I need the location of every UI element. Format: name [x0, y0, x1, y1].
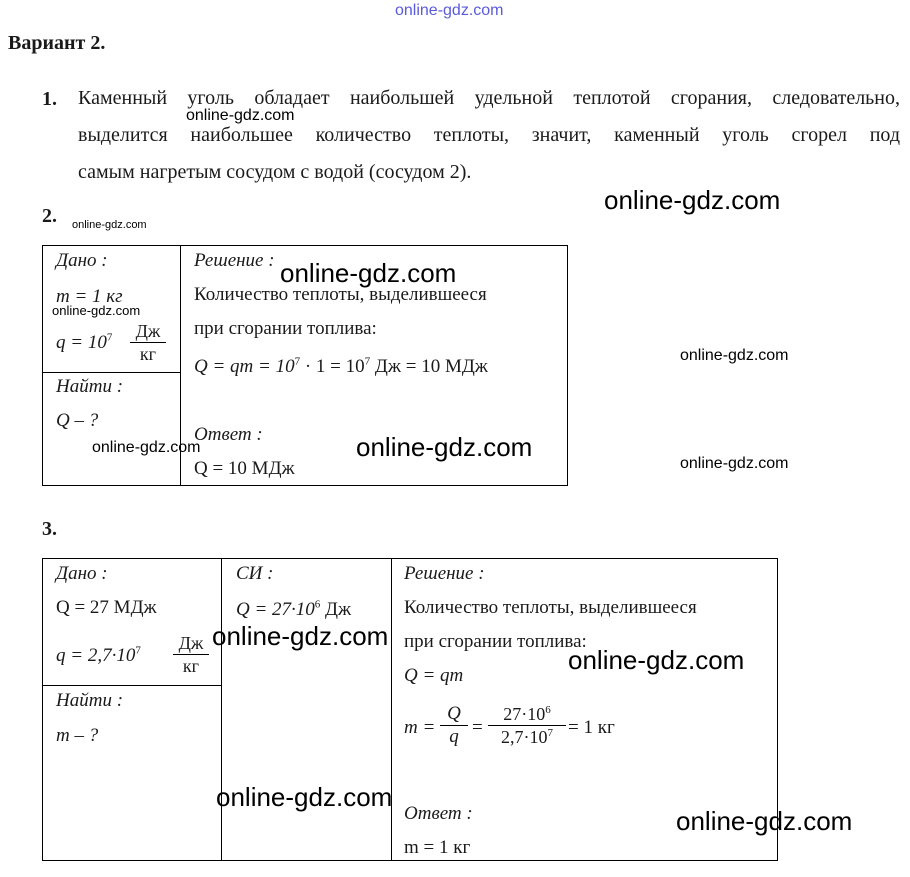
task3-solution-label: Решение : — [404, 563, 485, 584]
watermark: online-gdz.com — [92, 439, 201, 456]
watermark: online-gdz.com — [186, 107, 295, 124]
page-title: Вариант 2. — [8, 32, 106, 54]
task2-find: Q – ? — [56, 410, 99, 431]
watermark: online-gdz.com — [604, 185, 781, 215]
task3-si-value: $Q = 27\cdot 10^6$ Дж — [236, 598, 352, 620]
task2-given-q: $q = 10^7$ — [56, 331, 113, 353]
task2-number: 2. — [42, 205, 57, 227]
task3-answer-label: Ответ : — [404, 803, 473, 824]
task2-solution-line1: Количество теплоты, выделившееся — [194, 284, 487, 305]
watermark: online-gdz.com — [72, 219, 147, 231]
task3-solution-line2: при сгорании топлива: — [404, 631, 587, 652]
task3-si-label: СИ : — [236, 563, 274, 584]
task1-number: 1. — [42, 88, 57, 110]
task3-solution-line1: Количество теплоты, выделившееся — [404, 597, 697, 618]
task3-find: m – ? — [56, 725, 99, 746]
task3-fraction-Qq: Q q — [440, 703, 468, 748]
watermark: online-gdz.com — [676, 806, 853, 836]
task3-given-q: $q = 2,7\cdot 10^7$ — [56, 644, 141, 666]
watermark: online-gdz.com — [568, 645, 745, 675]
watermark: online-gdz.com — [216, 782, 393, 812]
task1-line1: Каменный уголь обладает наибольшей удельной теплотой сгорания, следовательно, — [78, 87, 900, 109]
task2-solution-line2: при сгорании топлива: — [194, 318, 377, 339]
task2-answer: Q = 10 МДж — [194, 458, 295, 479]
task3-find-label: Найти : — [56, 690, 124, 711]
watermark-top: online-gdz.com — [395, 2, 504, 19]
task2-formula: Q = qm = $10^7 \cdot 1 = 10^7$ Дж = 10 МДж — [194, 355, 488, 377]
watermark: online-gdz.com — [280, 258, 457, 288]
task3-result: = 1 кг — [568, 717, 615, 738]
task2-given-m: m = 1 кг — [56, 286, 123, 307]
task3-m-eq: m = — [404, 717, 436, 738]
watermark: online-gdz.com — [52, 303, 141, 318]
task3-answer: m = 1 кг — [404, 837, 471, 858]
watermark: online-gdz.com — [680, 455, 789, 472]
task3-unit-fraction: Дж кг — [173, 632, 209, 677]
task2-given-label: Дано : — [56, 250, 108, 271]
task3-formula1: Q = qm — [404, 665, 464, 686]
task1-line3: самым нагретым сосудом с водой (сосудом 2). — [78, 161, 472, 183]
task3-number: 3. — [42, 518, 57, 540]
task3-fraction-values: $27\cdot 10^6$ $2,7\cdot 10^7$ — [488, 703, 566, 748]
task3-given-Q: Q = 27 МДж — [56, 597, 157, 618]
task1-text — [78, 80, 900, 191]
watermark: online-gdz.com — [680, 347, 789, 364]
task2-find-label: Найти : — [56, 376, 124, 397]
task2-answer-label: Ответ : — [194, 424, 263, 445]
task2-unit-fraction: Дж кг — [130, 320, 166, 365]
task3-eq: = — [472, 717, 483, 738]
task2-solution-label: Решение : — [194, 250, 275, 271]
watermark: online-gdz.com — [212, 621, 389, 651]
task1-line2: выделится наибольшее количество теплоты, значит, каменный уголь сгорел под — [78, 124, 900, 146]
task3-given-label: Дано : — [56, 563, 108, 584]
watermark: online-gdz.com — [356, 432, 533, 462]
